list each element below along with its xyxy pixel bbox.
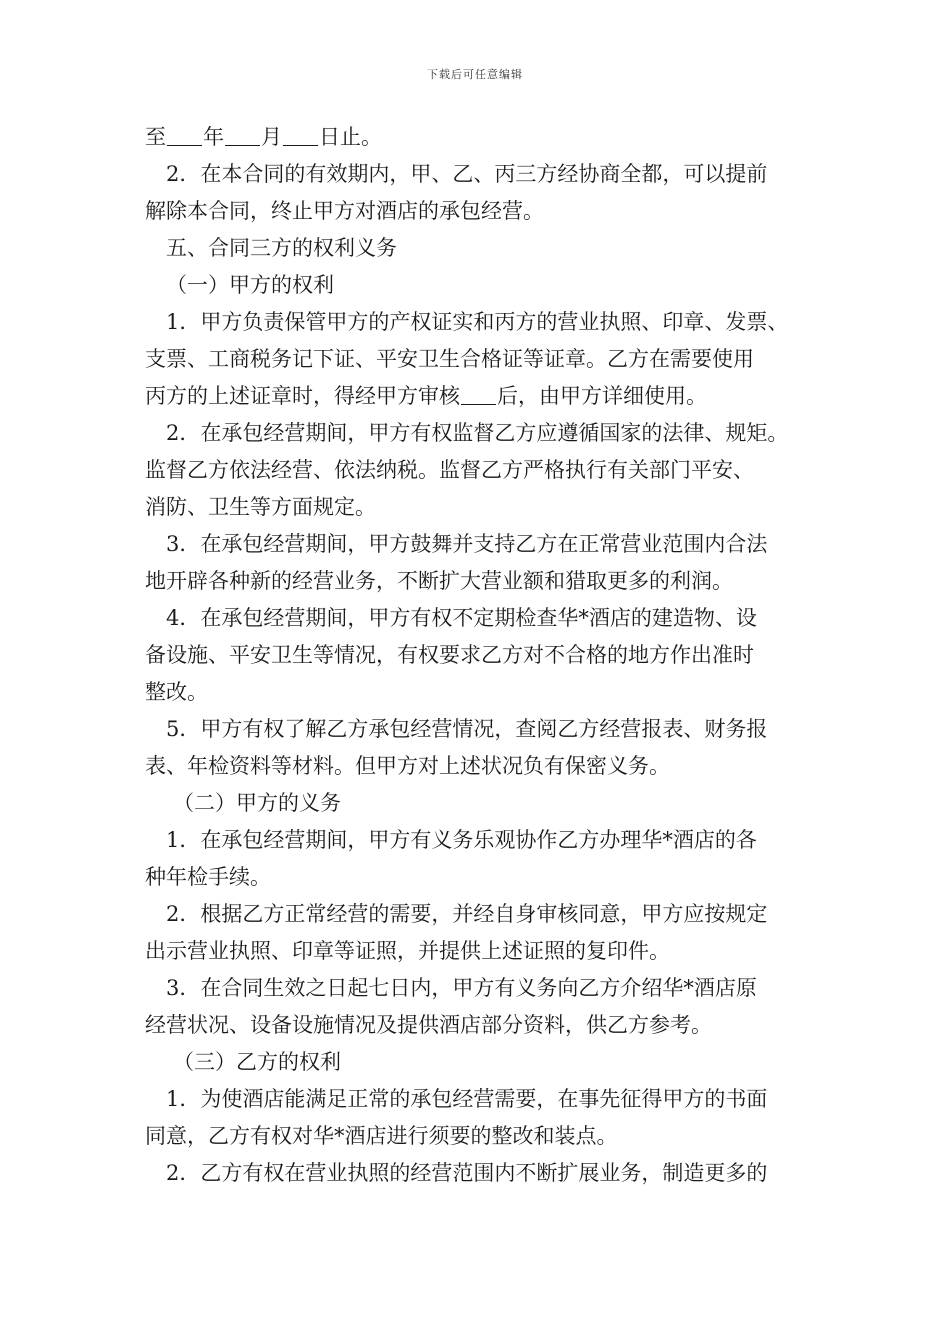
text-line: 出示营业执照、印章等证照，并提供上述证照的复印件。: [145, 939, 670, 963]
text-line: 3．在承包经营期间，甲方鼓舞并支持乙方在正常营业范围内合法: [166, 532, 768, 556]
fill-blank: [461, 383, 496, 405]
text-line: 丙方的上述证章时，得经甲方审核 后，由甲方详细使用。: [145, 384, 707, 408]
text-line: 备设施、平安卫生等情况，有权要求乙方对不合格的地方作出准时: [145, 643, 754, 667]
text-line: 2．乙方有权在营业执照的经营范围内不断扩展业务，制造更多的: [166, 1161, 768, 1185]
page-header-note: 下载后可任意编辑: [427, 68, 523, 81]
text-line: 2．在本合同的有效期内，甲、乙、丙三方经协商全都，可以提前: [166, 162, 768, 186]
text-line: 1．甲方负责保管甲方的产权证实和丙方的营业执照、印章、发票、: [166, 310, 789, 334]
text-line: 1．在承包经营期间，甲方有义务乐观协作乙方办理华*酒店的各: [166, 828, 757, 852]
text-line: 1．为使酒店能满足正常的承包经营需要，在事先征得甲方的书面: [166, 1087, 768, 1111]
subsection-heading: （三）乙方的权利: [173, 1050, 341, 1074]
text-line: 2．在承包经营期间，甲方有权监督乙方应遵循国家的法律、规矩。: [166, 421, 789, 445]
text-line: 整改。: [145, 680, 208, 704]
text-line: 2．根据乙方正常经营的需要，并经自身审核同意，甲方应按规定: [166, 902, 768, 926]
fill-blank: [283, 124, 318, 146]
text-line: 5．甲方有权了解乙方承包经营情况，查阅乙方经营报表、财务报: [166, 717, 768, 741]
text-line: 同意，乙方有权对华*酒店进行须要的整改和装点。: [145, 1124, 618, 1148]
text-line: 监督乙方依法经营、依法纳税。监督乙方严格执行有关部门平安、: [145, 458, 754, 482]
text-line: 支票、工商税务记下证、平安卫生合格证等证章。乙方在需要使用: [145, 347, 754, 371]
document-body: [145, 119, 813, 1192]
text-line: 经营状况、设备设施情况及提供酒店部分资料，供乙方参考。: [145, 1013, 712, 1037]
fill-blank: [167, 124, 202, 146]
text-line: 4．在承包经营期间，甲方有权不定期检查华*酒店的建造物、设: [166, 606, 757, 630]
subsection-heading: （一）甲方的权利: [166, 273, 334, 297]
text-line: 3．在合同生效之日起七日内，甲方有义务向乙方介绍华*酒店原: [166, 976, 757, 1000]
text-line: 表、年检资料等材料。但甲方对上述状况负有保密义务。: [145, 754, 670, 778]
text-line: 至 年 月 日止。: [145, 125, 382, 149]
text-line: 种年检手续。: [145, 865, 271, 889]
section-heading: 五、合同三方的权利义务: [166, 236, 397, 260]
text-line: 地开辟各种新的经营业务，不断扩大营业额和猎取更多的利润。: [145, 569, 733, 593]
text-line: 解除本合同，终止甲方对酒店的承包经营。: [145, 199, 544, 223]
fill-blank: [225, 124, 260, 146]
text-line: 消防、卫生等方面规定。: [145, 495, 376, 519]
subsection-heading: （二）甲方的义务: [173, 791, 341, 815]
